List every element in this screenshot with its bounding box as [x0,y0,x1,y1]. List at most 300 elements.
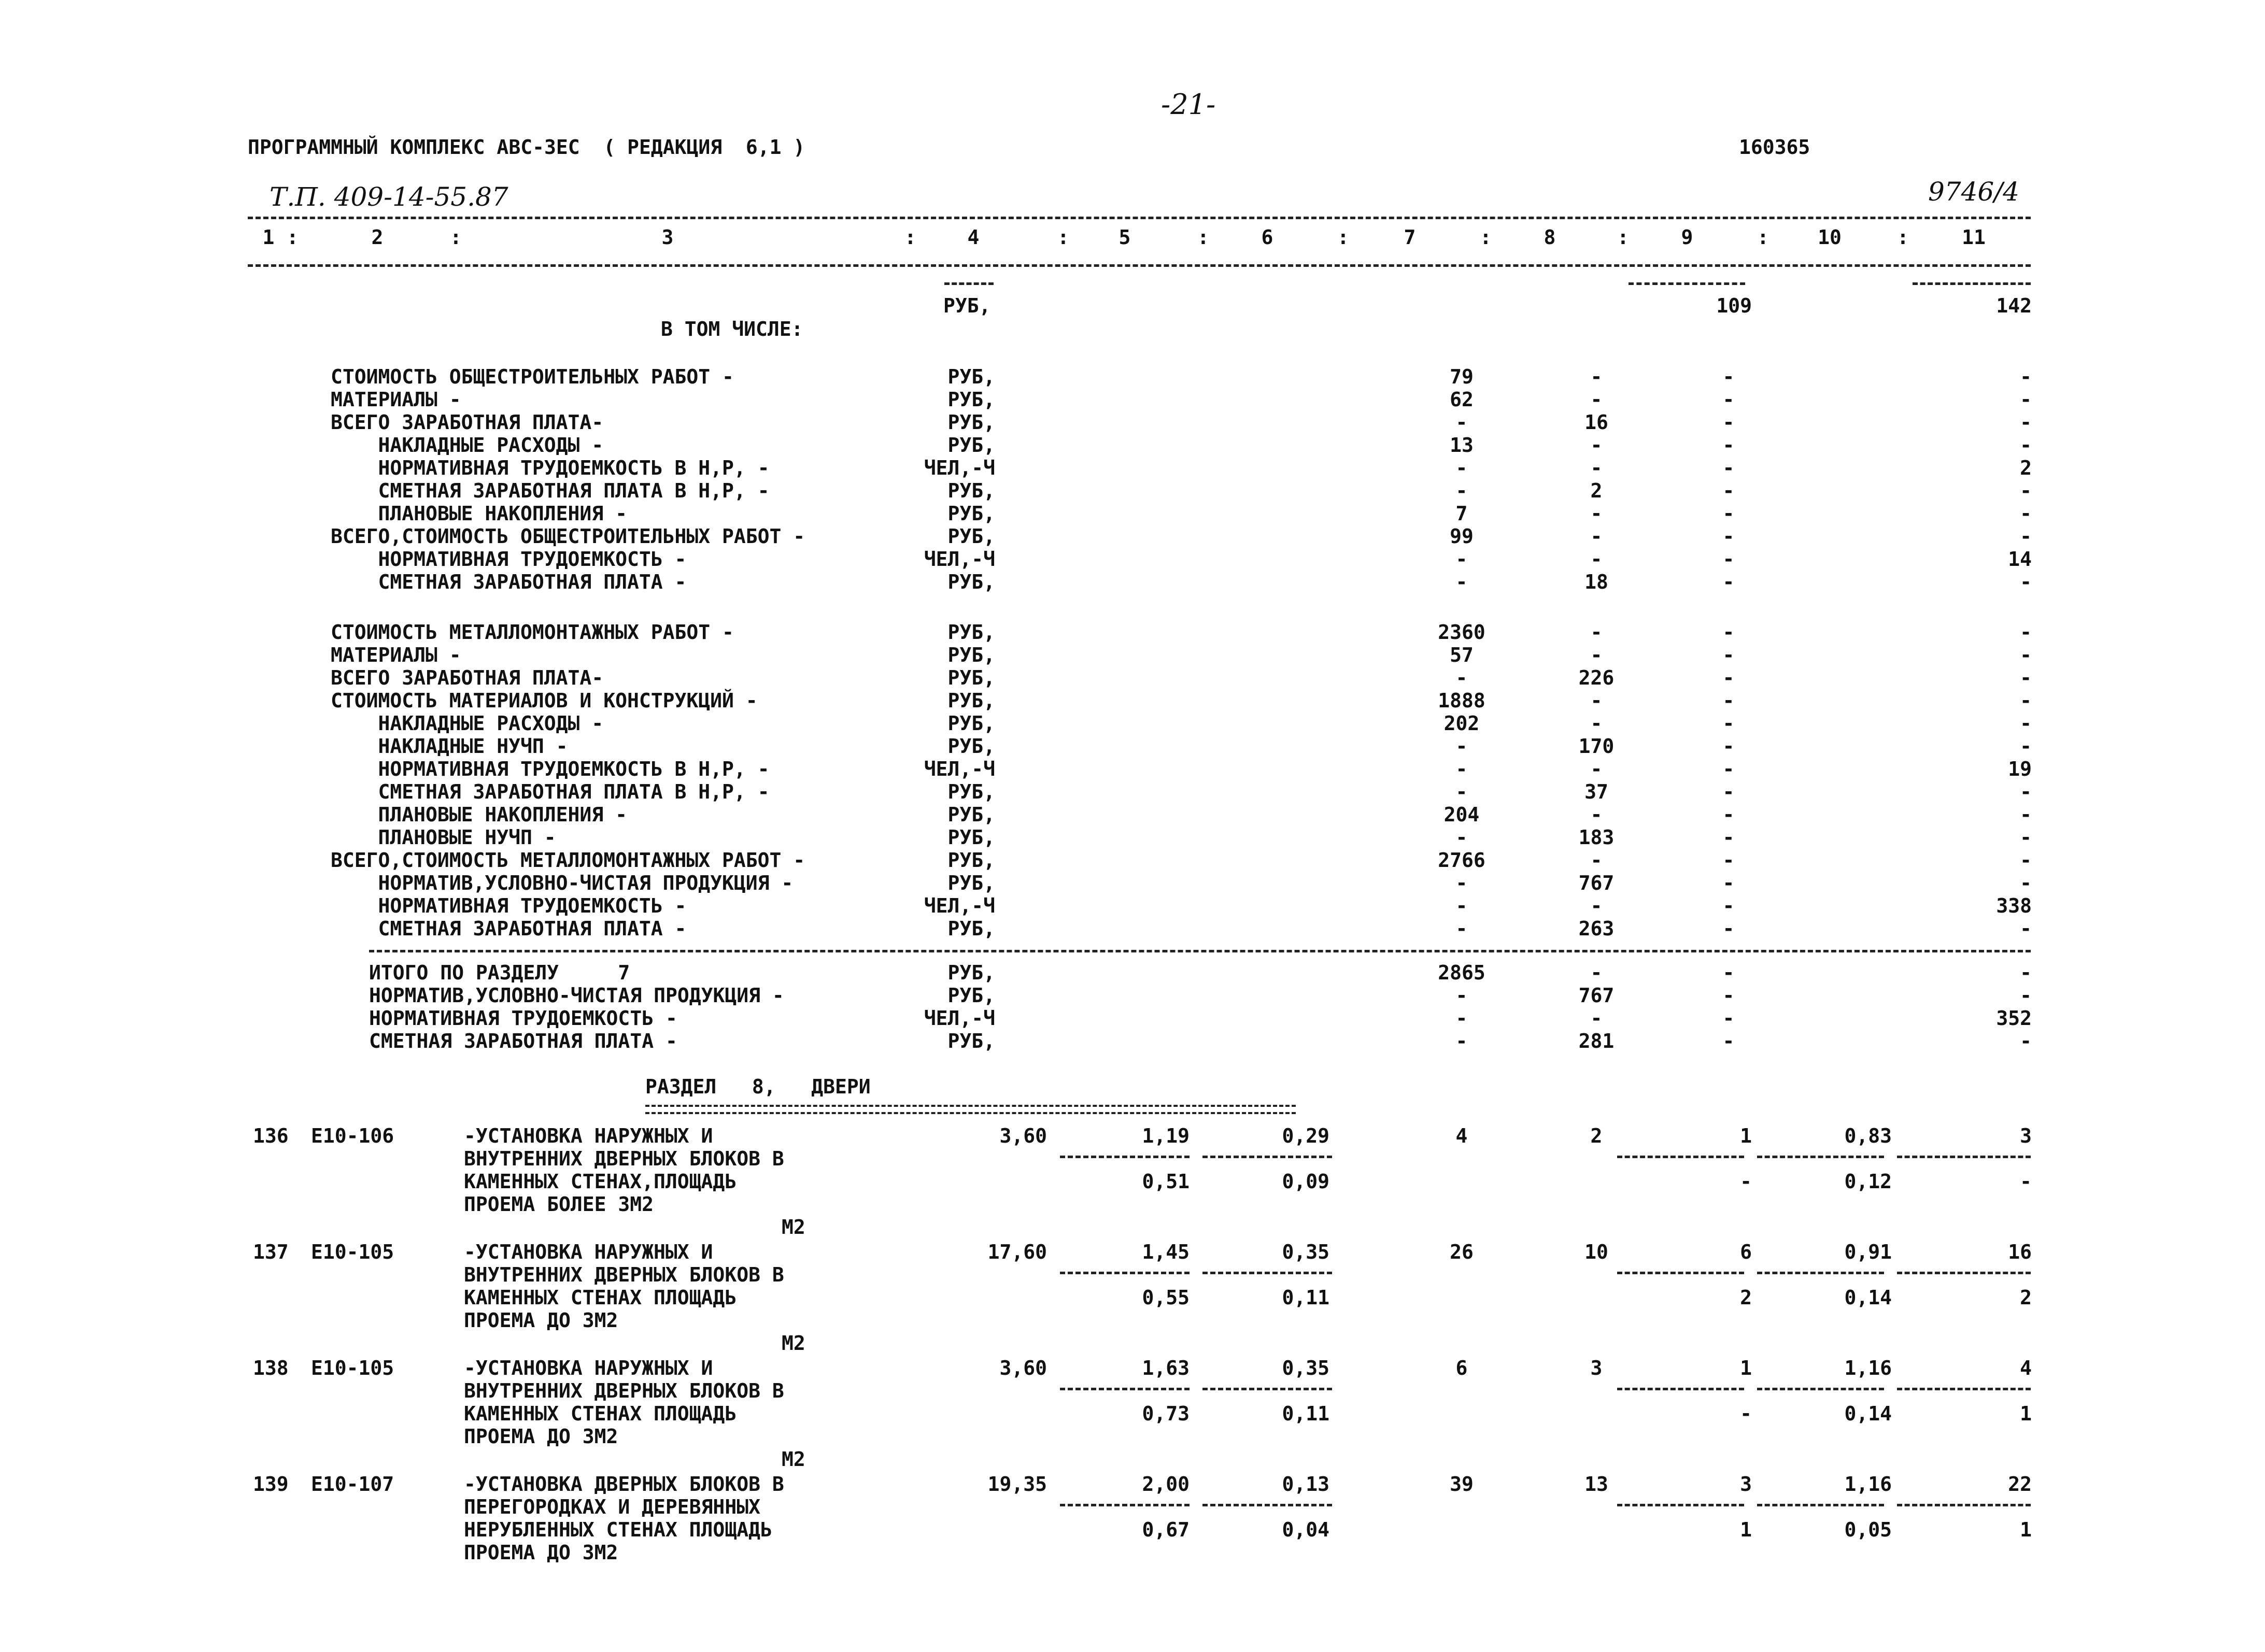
row-col7: - [1455,479,1468,502]
item-subtotal-rule [1202,1272,1332,1274]
row-col7: 2766 [1438,849,1485,872]
row-col7: 79 [1450,365,1474,388]
row-col9: - [1722,689,1735,712]
header-rule-top [248,217,2031,219]
item-col7: 6 [1455,1357,1468,1379]
column-separator: : [1337,226,1349,249]
item-description-line: -УСТАНОВКА НАРУЖНЫХ И [464,1124,713,1147]
item-col5-second: 0,73 [1142,1402,1190,1425]
row-col8: - [1590,365,1603,388]
item-col9-second: 2 [1740,1286,1752,1309]
column-separator: : [1897,226,1909,249]
row-col11: - [2020,525,2032,548]
row-col9: - [1722,411,1735,434]
item-subtotal-rule [1757,1504,1884,1506]
item-col8: 3 [1590,1357,1603,1379]
row-col8: - [1590,803,1603,826]
row-col9: - [1722,917,1735,940]
section-intro: В ТОМ ЧИСЛЕ: [661,318,803,340]
item-subtotal-rule [1617,1272,1744,1274]
column-header-9: 9 [1681,226,1693,249]
item-quantity: 17,60 [987,1241,1047,1263]
row-col8: 2 [1590,479,1603,502]
row-unit: РУБ, [947,365,995,388]
row-col11: - [2020,411,2032,434]
document-code: 160365 [1739,136,1810,159]
row-unit: РУБ, [947,735,995,758]
row-col9: - [1722,1030,1735,1052]
row-label: НОРМАТИВНАЯ ТРУДОЕМКОСТЬ - [331,548,687,571]
total-col9: 109 [1716,294,1752,317]
item-col10: 1,16 [1844,1473,1892,1496]
row-label: ВСЕГО ЗАРАБОТНАЯ ПЛАТА- [331,666,604,689]
row-col8: - [1590,548,1603,571]
item-code: Е10-107 [311,1473,394,1496]
row-col11: - [2020,780,2032,803]
item-subtotal-rule [1617,1504,1744,1506]
row-col11: - [2020,644,2032,666]
item-col6: 0,13 [1282,1473,1329,1496]
item-description-line: ПРОЕМА ДО 3М2 [464,1309,618,1332]
row-unit: РУБ, [947,666,995,689]
row-unit: РУБ, [947,984,995,1007]
row-col7: 2360 [1438,621,1485,644]
row-col11: 338 [1996,894,2032,917]
row-unit: РУБ, [947,849,995,872]
row-col7: - [1455,758,1468,780]
item-col5: 1,19 [1142,1124,1190,1147]
item-quantity: 3,60 [999,1357,1047,1379]
item-description-line: -УСТАНОВКА ДВЕРНЫХ БЛОКОВ В [464,1473,784,1496]
section-total-rule [369,950,2031,952]
row-unit: ЧЕЛ,-Ч [924,894,995,917]
row-col7: 204 [1443,803,1480,826]
row-col9: - [1722,803,1735,826]
row-label: ПЛАНОВЫЕ НАКОПЛЕНИЯ - [331,803,627,826]
row-label: СТОИМОСТЬ МАТЕРИАЛОВ И КОНСТРУКЦИЙ - [331,689,758,712]
item-col11-second: - [2020,1170,2032,1193]
row-unit: ЧЕЛ,-Ч [924,758,995,780]
item-subtotal-rule [1060,1504,1190,1506]
item-unit: М2 [782,1448,805,1471]
row-label: ПЛАНОВЫЕ НАКОПЛЕНИЯ - [331,502,627,525]
row-col11: - [2020,961,2032,984]
item-col6-second: 0,11 [1282,1286,1329,1309]
row-col11: - [2020,502,2032,525]
archive-reference: 9746/4 [1928,177,2019,207]
row-col8: - [1590,644,1603,666]
item-col7: 4 [1455,1124,1468,1147]
item-number: 137 [253,1241,289,1263]
row-col9: - [1722,388,1735,411]
column-separator: : [1197,226,1209,249]
program-title: ПРОГРАММНЫЙ КОМПЛЕКС АВС-ЗЕС ( РЕДАКЦИЯ 6,1 ) [248,136,805,159]
row-col7: - [1455,1030,1468,1052]
item-col11: 22 [2008,1473,2032,1496]
row-col7: - [1455,548,1468,571]
row-label: НОРМАТИВНАЯ ТРУДОЕМКОСТЬ - [331,894,687,917]
row-col11: - [2020,872,2032,894]
column-separator: : [287,226,299,249]
item-subtotal-rule [1060,1156,1190,1158]
row-col9: - [1722,548,1735,571]
row-col11: 352 [1996,1007,2032,1030]
item-col10: 0,83 [1844,1124,1892,1147]
item-col6-second: 0,11 [1282,1402,1329,1425]
row-col7: 99 [1450,525,1474,548]
row-col11: 2 [2020,457,2032,479]
item-description-line: ВНУТРЕННИХ ДВЕРНЫХ БЛОКОВ В [464,1379,784,1402]
row-label: СТОИМОСТЬ МЕТАЛЛОМОНТАЖНЫХ РАБОТ - [331,621,734,644]
column-separator: : [1757,226,1769,249]
row-col8: - [1590,689,1603,712]
row-col9: - [1722,621,1735,644]
row-col8: 16 [1584,411,1608,434]
item-col11-second: 2 [2020,1286,2032,1309]
row-col8: 767 [1578,984,1615,1007]
row-col7: - [1455,457,1468,479]
row-col9: - [1722,434,1735,457]
row-col7: - [1455,917,1468,940]
row-col8: 18 [1584,571,1608,593]
row-col8: - [1590,388,1603,411]
row-unit: РУБ, [947,434,995,457]
row-col11: - [2020,917,2032,940]
item-col10-second: 0,05 [1844,1518,1892,1541]
row-unit: РУБ, [947,479,995,502]
row-label: НАКЛАДНЫЕ РАСХОДЫ - [331,712,604,735]
column-header-4: 4 [967,226,980,249]
row-col11: - [2020,712,2032,735]
column-header-11: 11 [1962,226,1986,249]
row-label: МАТЕРИАЛЫ - [331,644,461,666]
row-col9: - [1722,365,1735,388]
item-col11-second: 1 [2020,1518,2032,1541]
item-col9: 1 [1740,1124,1752,1147]
item-col10-second: 0,14 [1844,1286,1892,1309]
row-col7: - [1455,735,1468,758]
row-col11: - [2020,849,2032,872]
row-label: СМЕТНАЯ ЗАРАБОТНАЯ ПЛАТА В Н,Р, - [331,479,770,502]
header-rule-bottom [248,264,2031,267]
column-header-6: 6 [1261,226,1273,249]
item-subtotal-rule [1897,1156,2031,1158]
page-number: -21- [1161,88,1216,121]
row-label: ПЛАНОВЫЕ НУЧП - [331,826,556,849]
row-col8: - [1590,961,1603,984]
item-code: Е10-105 [311,1241,394,1263]
section-8-underline [645,1105,1296,1114]
item-quantity: 19,35 [987,1473,1047,1496]
row-unit: РУБ, [947,411,995,434]
row-col7: - [1455,984,1468,1007]
row-col9: - [1722,525,1735,548]
row-label: ВСЕГО,СТОИМОСТЬ МЕТАЛЛОМОНТАЖНЫХ РАБОТ - [331,849,805,872]
row-col11: - [2020,388,2032,411]
item-code: Е10-106 [311,1124,394,1147]
column-separator: : [450,226,462,249]
item-col10: 0,91 [1844,1241,1892,1263]
item-description-line: ПРОЕМА ДО 3М2 [464,1425,618,1448]
item-col11-second: 1 [2020,1402,2032,1425]
row-label: СМЕТНАЯ ЗАРАБОТНАЯ ПЛАТА - [331,917,687,940]
row-col7: - [1455,666,1468,689]
row-col7: - [1455,780,1468,803]
item-col5-second: 0,51 [1142,1170,1190,1193]
row-col11: - [2020,365,2032,388]
item-subtotal-rule [1897,1504,2031,1506]
item-subtotal-rule [1060,1388,1190,1390]
column-header-1: 1 [262,226,275,249]
row-col9: - [1722,849,1735,872]
row-col8: - [1590,758,1603,780]
row-col9: - [1722,758,1735,780]
item-subtotal-rule [1757,1388,1884,1390]
row-unit: ЧЕЛ,-Ч [924,457,995,479]
row-unit: РУБ, [947,917,995,940]
row-col11: - [2020,571,2032,593]
row-col9: - [1722,457,1735,479]
row-col8: 767 [1578,872,1615,894]
row-col9: - [1722,666,1735,689]
row-col9: - [1722,712,1735,735]
row-col9: - [1722,1007,1735,1030]
item-subtotal-rule [1617,1156,1744,1158]
item-description-line: -УСТАНОВКА НАРУЖНЫХ И [464,1241,713,1263]
item-unit: М2 [782,1216,805,1238]
item-col9-second: - [1740,1170,1752,1193]
item-col11: 3 [2020,1124,2032,1147]
section-8-title: РАЗДЕЛ 8, ДВЕРИ [645,1075,871,1098]
item-code: Е10-105 [311,1357,394,1379]
row-unit: РУБ, [947,689,995,712]
project-reference: Т.П. 409-14-55.87 [270,182,508,212]
item-quantity: 3,60 [999,1124,1047,1147]
item-number: 136 [253,1124,289,1147]
row-unit: РУБ, [947,644,995,666]
row-unit: ЧЕЛ,-Ч [924,548,995,571]
row-label: НОРМАТИВ,УСЛОВНО-ЧИСТАЯ ПРОДУКЦИЯ - [331,872,794,894]
item-col7: 39 [1450,1473,1474,1496]
item-col9-second: - [1740,1402,1752,1425]
row-col11: - [2020,803,2032,826]
item-col8: 13 [1584,1473,1608,1496]
row-col7: 7 [1455,502,1468,525]
row-col8: - [1590,502,1603,525]
row-col9: - [1722,479,1735,502]
row-col7: - [1455,894,1468,917]
col11-underline [1913,282,2031,285]
row-label: НОРМАТИВ,УСЛОВНО-ЧИСТАЯ ПРОДУКЦИЯ - [369,984,784,1007]
row-label: СМЕТНАЯ ЗАРАБОТНАЯ ПЛАТА - [331,571,687,593]
item-description-line: НЕРУБЛЕННЫХ СТЕНАХ ПЛОЩАДЬ [464,1518,772,1541]
item-number: 139 [253,1473,289,1496]
row-unit: РУБ, [947,780,995,803]
row-unit: РУБ, [947,712,995,735]
item-col10-second: 0,14 [1844,1402,1892,1425]
column-separator: : [1480,226,1492,249]
row-col7: 13 [1450,434,1474,457]
item-subtotal-rule [1060,1272,1190,1274]
item-subtotal-rule [1897,1272,2031,1274]
item-unit: М2 [782,1332,805,1355]
item-subtotal-rule [1202,1388,1332,1390]
row-col7: - [1455,826,1468,849]
row-label: НОРМАТИВНАЯ ТРУДОЕМКОСТЬ В Н,Р, - [331,758,770,780]
column-header-5: 5 [1119,226,1131,249]
item-col6: 0,29 [1282,1124,1329,1147]
row-col11: - [2020,666,2032,689]
row-col11: - [2020,984,2032,1007]
row-label: СМЕТНАЯ ЗАРАБОТНАЯ ПЛАТА В Н,Р, - [331,780,770,803]
row-col11: - [2020,479,2032,502]
item-description-line: ПЕРЕГОРОДКАХ И ДЕРЕВЯННЫХ [464,1496,760,1518]
column-header-10: 10 [1818,226,1842,249]
row-col7: - [1455,571,1468,593]
item-col9: 6 [1740,1241,1752,1263]
unit-underline [944,282,994,285]
row-col11: - [2020,434,2032,457]
row-label: ИТОГО ПО РАЗДЕЛУ 7 [369,961,630,984]
item-subtotal-rule [1757,1156,1884,1158]
total-unit: РУБ, [943,294,991,317]
item-description-line: КАМЕННЫХ СТЕНАХ ПЛОЩАДЬ [464,1402,737,1425]
column-header-8: 8 [1544,226,1556,249]
row-label: НАКЛАДНЫЕ НУЧП - [331,735,568,758]
row-col9: - [1722,644,1735,666]
row-col11: - [2020,621,2032,644]
item-subtotal-rule [1202,1156,1332,1158]
row-unit: РУБ, [947,961,995,984]
item-col6-second: 0,09 [1282,1170,1329,1193]
row-label: МАТЕРИАЛЫ - [331,388,461,411]
item-subtotal-rule [1897,1388,2031,1390]
item-col11: 16 [2008,1241,2032,1263]
item-subtotal-rule [1757,1272,1884,1274]
row-col8: - [1590,849,1603,872]
item-col9: 1 [1740,1357,1752,1379]
row-col11: - [2020,735,2032,758]
column-separator: : [1057,226,1069,249]
item-description-line: ПРОЕМА БОЛЕЕ 3М2 [464,1193,654,1216]
row-col8: - [1590,712,1603,735]
row-col7: - [1455,872,1468,894]
row-col7: - [1455,411,1468,434]
item-col9: 3 [1740,1473,1752,1496]
row-col8: 170 [1578,735,1615,758]
row-col11: 14 [2008,548,2032,571]
row-unit: РУБ, [947,826,995,849]
row-unit: РУБ, [947,621,995,644]
row-unit: РУБ, [947,388,995,411]
item-col5-second: 0,55 [1142,1286,1190,1309]
row-col7: 1888 [1438,689,1485,712]
row-col11: - [2020,689,2032,712]
row-label: НОРМАТИВНАЯ ТРУДОЕМКОСТЬ - [369,1007,677,1030]
item-subtotal-rule [1202,1504,1332,1506]
row-col9: - [1722,894,1735,917]
col9-underline [1629,282,1745,285]
row-col9: - [1722,984,1735,1007]
item-description-line: ВНУТРЕННИХ ДВЕРНЫХ БЛОКОВ В [464,1263,784,1286]
item-col10-second: 0,12 [1844,1170,1892,1193]
item-description-line: КАМЕННЫХ СТЕНАХ ПЛОЩАДЬ [464,1286,737,1309]
row-unit: РУБ, [947,803,995,826]
row-unit: РУБ, [947,1030,995,1052]
row-col7: 57 [1450,644,1474,666]
row-label: ВСЕГО,СТОИМОСТЬ ОБЩЕСТРОИТЕЛЬНЫХ РАБОТ - [331,525,805,548]
item-col8: 2 [1590,1124,1603,1147]
item-col8: 10 [1584,1241,1608,1263]
column-separator: : [1617,226,1629,249]
column-header-2: 2 [371,226,384,249]
item-col5: 1,45 [1142,1241,1190,1263]
row-col9: - [1722,872,1735,894]
row-col9: - [1722,571,1735,593]
row-col8: 183 [1578,826,1615,849]
item-col6: 0,35 [1282,1241,1329,1263]
row-col7: 202 [1443,712,1480,735]
row-col7: - [1455,1007,1468,1030]
row-label: НАКЛАДНЫЕ РАСХОДЫ - [331,434,604,457]
row-col8: - [1590,457,1603,479]
column-header-7: 7 [1404,226,1416,249]
row-col8: 37 [1584,780,1608,803]
item-description-line: ПРОЕМА ДО 3М2 [464,1541,618,1564]
row-col9: - [1722,961,1735,984]
row-unit: РУБ, [947,502,995,525]
row-label: НОРМАТИВНАЯ ТРУДОЕМКОСТЬ В Н,Р, - [331,457,770,479]
row-col8: - [1590,894,1603,917]
row-col9: - [1722,735,1735,758]
row-col8: 281 [1578,1030,1615,1052]
item-subtotal-rule [1617,1388,1744,1390]
row-col8: - [1590,1007,1603,1030]
row-col8: - [1590,525,1603,548]
row-col9: - [1722,826,1735,849]
column-separator: : [904,226,916,249]
row-label: СМЕТНАЯ ЗАРАБОТНАЯ ПЛАТА - [369,1030,677,1052]
row-col8: - [1590,621,1603,644]
item-col6: 0,35 [1282,1357,1329,1379]
item-description-line: -УСТАНОВКА НАРУЖНЫХ И [464,1357,713,1379]
total-col11: 142 [1996,294,2032,317]
row-col7: 62 [1450,388,1474,411]
row-unit: РУБ, [947,525,995,548]
item-col5: 2,00 [1142,1473,1190,1496]
row-col11: - [2020,1030,2032,1052]
row-unit: РУБ, [947,571,995,593]
row-col9: - [1722,780,1735,803]
item-col9-second: 1 [1740,1518,1752,1541]
row-label: СТОИМОСТЬ ОБЩЕСТРОИТЕЛЬНЫХ РАБОТ - [331,365,734,388]
row-col11: - [2020,826,2032,849]
row-col8: - [1590,434,1603,457]
item-col5: 1,63 [1142,1357,1190,1379]
item-number: 138 [253,1357,289,1379]
row-col9: - [1722,502,1735,525]
item-col6-second: 0,04 [1282,1518,1329,1541]
row-unit: ЧЕЛ,-Ч [924,1007,995,1030]
row-label: ВСЕГО ЗАРАБОТНАЯ ПЛАТА- [331,411,604,434]
row-col7: 2865 [1438,961,1485,984]
item-col7: 26 [1450,1241,1474,1263]
row-unit: РУБ, [947,872,995,894]
column-header-3: 3 [661,226,674,249]
row-col8: 263 [1578,917,1615,940]
row-col8: 226 [1578,666,1615,689]
item-description-line: ВНУТРЕННИХ ДВЕРНЫХ БЛОКОВ В [464,1147,784,1170]
